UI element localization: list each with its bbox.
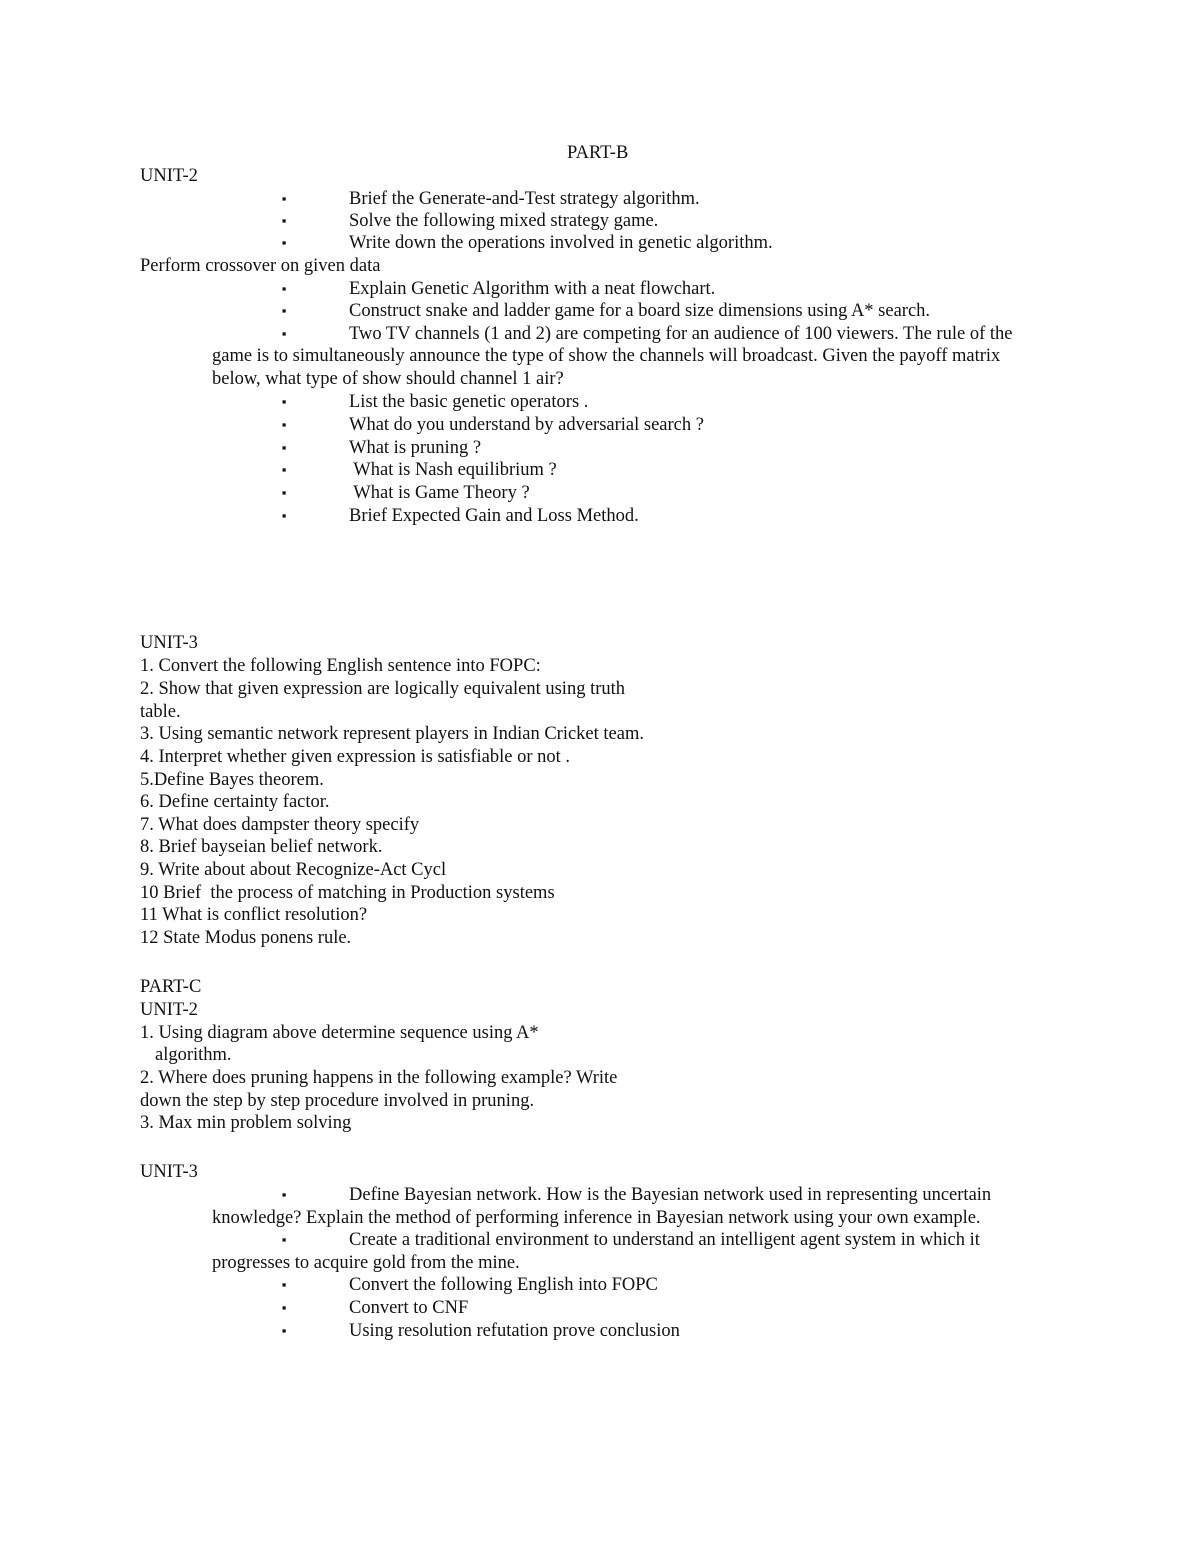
list-item: What do you understand by adversarial search ? xyxy=(349,415,704,435)
list-item: Explain Genetic Algorithm with a neat flowchart. xyxy=(349,279,716,299)
list-item: 3. Max min problem solving xyxy=(140,1113,352,1133)
list-item: 3. Using semantic network represent players in Indian Cricket team. xyxy=(140,724,644,744)
list-item: Write down the operations involved in genetic algorithm. xyxy=(349,233,773,253)
crossover-line: Perform crossover on given data xyxy=(140,256,381,276)
tv-question-line3: below, what type of show should channel 1 air? xyxy=(212,369,564,389)
list-item: List the basic genetic operators . xyxy=(349,392,589,412)
list-item: 1. Using diagram above determine sequence using A* xyxy=(140,1023,539,1043)
bullet-icon: ▪ xyxy=(281,1232,287,1247)
list-item: algorithm. xyxy=(155,1045,232,1065)
list-item: 7. What does dampster theory specify xyxy=(140,815,420,835)
environment-question-line1: Create a traditional environment to understand an intelligent agent system in which it xyxy=(349,1230,980,1250)
list-item: 10 Brief the process of matching in Production systems xyxy=(140,883,555,903)
tv-question-line1: Two TV channels (1 and 2) are competing for an audience of 100 viewers. The rule of the xyxy=(349,324,1013,344)
bayesian-question-line2: knowledge? Explain the method of performing inference in Bayesian network using your own example. xyxy=(212,1208,981,1228)
list-item: 11 What is conflict resolution? xyxy=(140,905,368,925)
list-item: 1. Convert the following English sentence into FOPC: xyxy=(140,656,541,676)
bullet-icon: ▪ xyxy=(281,508,287,523)
bullet-icon: ▪ xyxy=(281,326,287,341)
list-item: table. xyxy=(140,702,181,722)
part-c-unit2-heading: UNIT-2 xyxy=(140,1000,198,1020)
part-b-unit3-heading: UNIT-3 xyxy=(140,633,198,653)
part-c-unit3-heading: UNIT-3 xyxy=(140,1162,198,1182)
bullet-icon: ▪ xyxy=(281,191,287,206)
list-item: Brief the Generate-and-Test strategy algorithm. xyxy=(349,189,700,209)
list-item: 6. Define certainty factor. xyxy=(140,792,330,812)
part-b-unit2-heading: UNIT-2 xyxy=(140,166,198,186)
list-item: Brief Expected Gain and Loss Method. xyxy=(349,506,639,526)
bayesian-question-line1: Define Bayesian network. How is the Bayesian network used in representing uncertain xyxy=(349,1185,992,1205)
list-item: What is Nash equilibrium ? xyxy=(349,460,557,480)
bullet-icon: ▪ xyxy=(281,417,287,432)
tv-question-line2: game is to simultaneously announce the type of show the channels will broadcast. Given the payoff matrix xyxy=(212,346,1001,366)
bullet-icon: ▪ xyxy=(281,213,287,228)
part-b-heading: PART-B xyxy=(567,143,629,163)
bullet-icon: ▪ xyxy=(281,485,287,500)
bullet-icon: ▪ xyxy=(281,303,287,318)
bullet-icon: ▪ xyxy=(281,1300,287,1315)
list-item: 2. Where does pruning happens in the following example? Write xyxy=(140,1068,618,1088)
list-item: 4. Interpret whether given expression is satisfiable or not . xyxy=(140,747,571,767)
list-item: 8. Brief bayseian belief network. xyxy=(140,837,383,857)
list-item: Construct snake and ladder game for a board size dimensions using A* search. xyxy=(349,301,931,321)
list-item: Convert the following English into FOPC xyxy=(349,1275,658,1295)
bullet-icon: ▪ xyxy=(281,281,287,296)
list-item: What is Game Theory ? xyxy=(349,483,530,503)
bullet-icon: ▪ xyxy=(281,1277,287,1292)
environment-question-line2: progresses to acquire gold from the mine. xyxy=(212,1253,520,1273)
list-item: Solve the following mixed strategy game. xyxy=(349,211,659,231)
list-item: 12 State Modus ponens rule. xyxy=(140,928,352,948)
bullet-icon: ▪ xyxy=(281,1323,287,1338)
bullet-icon: ▪ xyxy=(281,1187,287,1202)
list-item: 9. Write about about Recognize-Act Cycl xyxy=(140,860,447,880)
list-item: 5.Define Bayes theorem. xyxy=(140,770,324,790)
bullet-icon: ▪ xyxy=(281,462,287,477)
list-item: 2. Show that given expression are logically equivalent using truth xyxy=(140,679,626,699)
list-item: Using resolution refutation prove conclusion xyxy=(349,1321,680,1341)
part-c-heading: PART-C xyxy=(140,977,202,997)
bullet-icon: ▪ xyxy=(281,394,287,409)
bullet-icon: ▪ xyxy=(281,235,287,250)
list-item: down the step by step procedure involved in pruning. xyxy=(140,1091,535,1111)
list-item: What is pruning ? xyxy=(349,438,482,458)
list-item: Convert to CNF xyxy=(349,1298,469,1318)
bullet-icon: ▪ xyxy=(281,440,287,455)
